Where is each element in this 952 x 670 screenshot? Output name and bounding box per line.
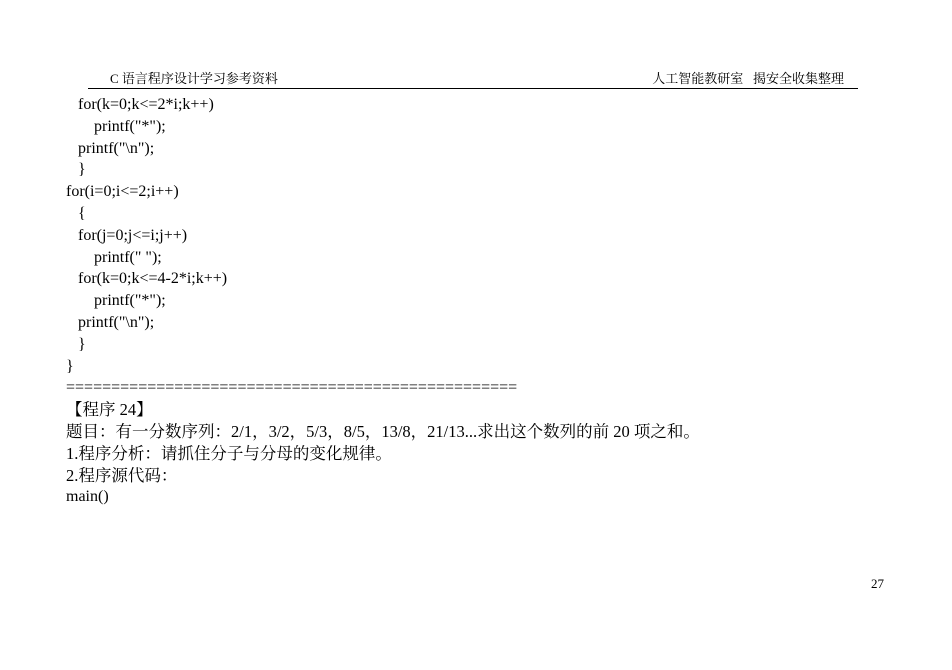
- code-line: printf("*");: [66, 117, 166, 135]
- code-line: for(k=0;k<=2*i;k++): [66, 96, 214, 113]
- code-line: printf(" ");: [66, 248, 162, 266]
- problem-statement: 题目：有一分数序列：2/1，3/2，5/3，8/5，13/8，21/13...求出这个数列的前 20 项之和。: [66, 421, 700, 441]
- code-line: }: [66, 161, 86, 179]
- code-line: main(): [66, 488, 109, 506]
- program-heading: 【程序 24】: [66, 400, 153, 420]
- code-line: printf("\n");: [66, 139, 155, 157]
- header-book-title: C 语言程序设计学习参考资料: [110, 71, 278, 86]
- header-author-credit: 人工智能教研室 揭安全收集整理: [652, 71, 844, 86]
- program-analysis: 1.程序分析：请抓住分子与分母的变化规律。: [66, 443, 392, 463]
- header-divider: [88, 88, 858, 89]
- code-line: printf("\n");: [66, 313, 155, 331]
- code-line: }: [66, 335, 86, 353]
- code-line: for(j=0;j<=i;j++): [66, 226, 188, 244]
- page-header: [88, 69, 858, 89]
- code-line: {: [66, 204, 86, 222]
- section-separator: ==================================================: [66, 379, 518, 397]
- code-line: for(i=0;i<=2;i++): [66, 183, 179, 201]
- source-code-heading: 2.程序源代码：: [66, 465, 178, 485]
- code-line: for(k=0;k<=4-2*i;k++): [66, 270, 228, 288]
- code-line: printf("*");: [66, 292, 166, 310]
- page-body: [66, 94, 856, 508]
- page-number: 27: [871, 576, 884, 591]
- code-line: }: [66, 357, 74, 375]
